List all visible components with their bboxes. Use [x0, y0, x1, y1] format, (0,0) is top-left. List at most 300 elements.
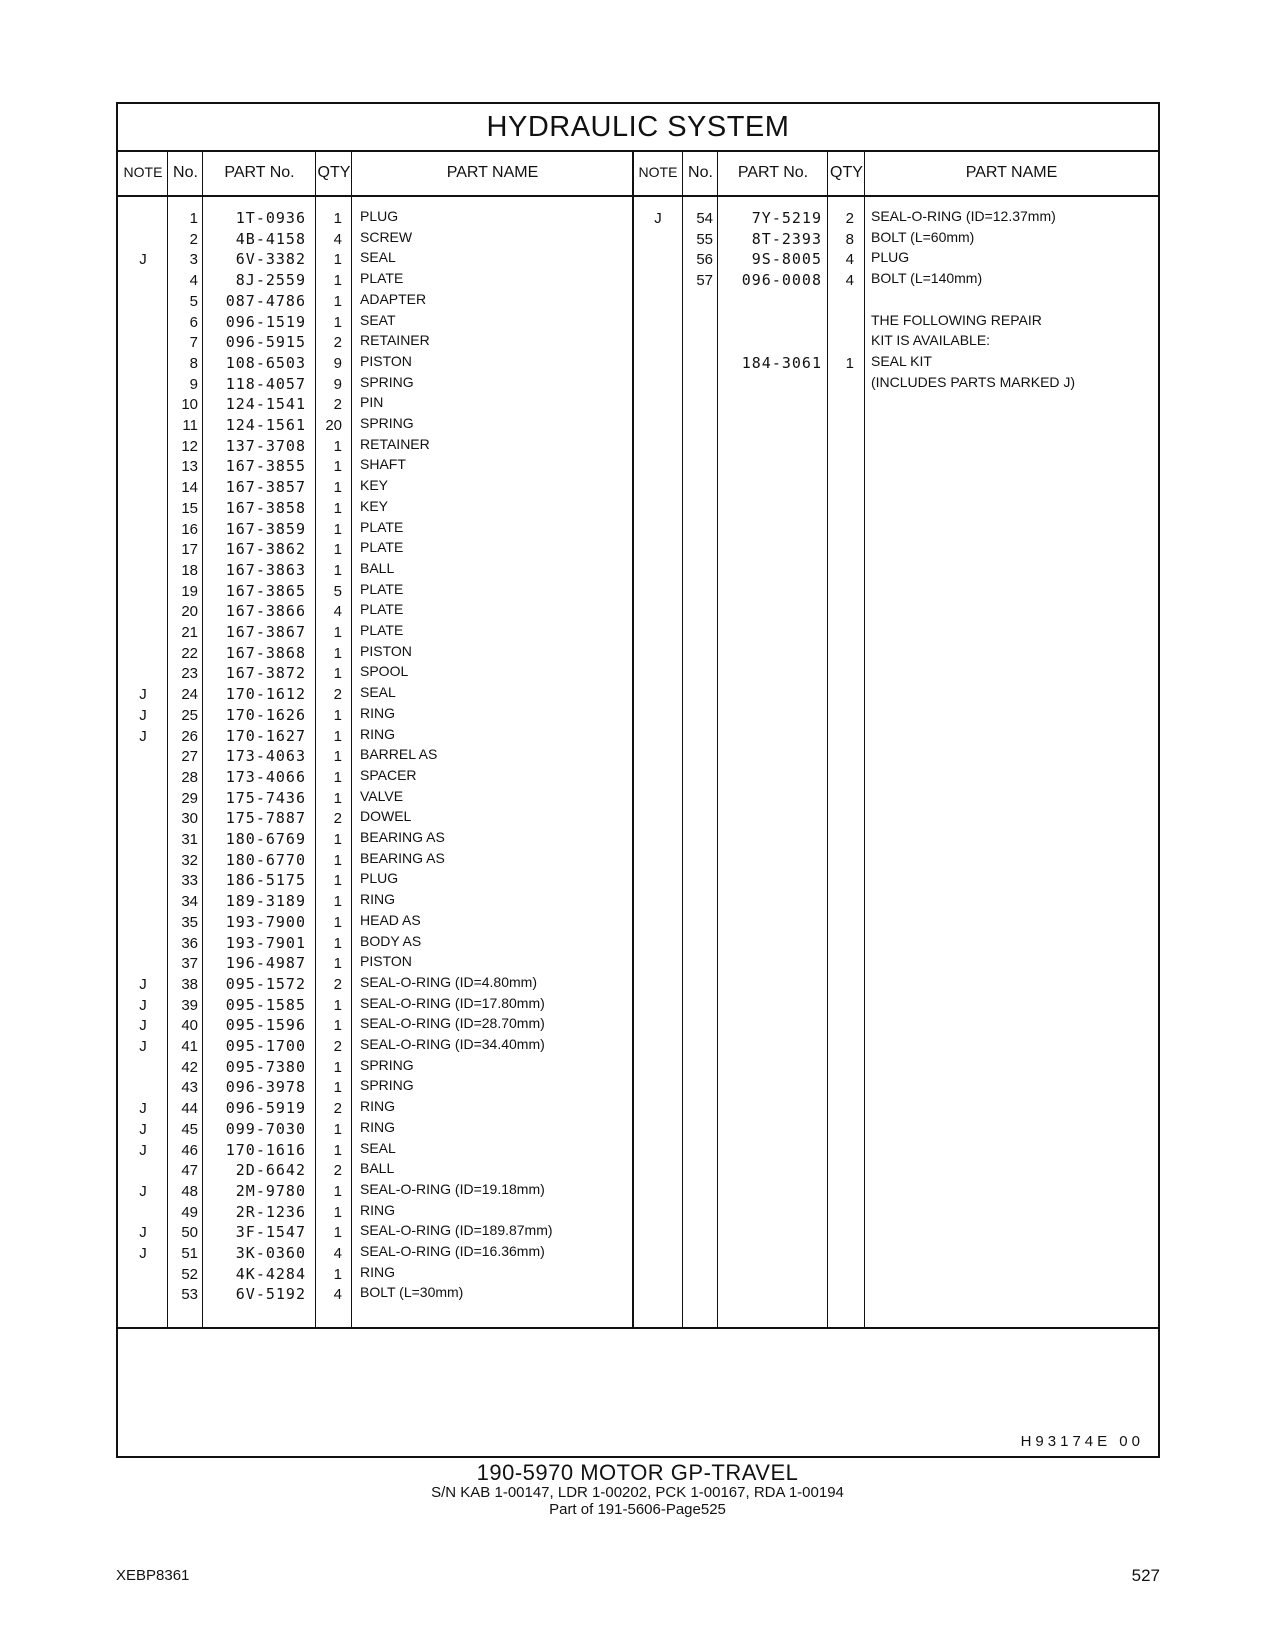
- part-name-cell: SCREW: [360, 228, 413, 245]
- part-number-cell: 095-1596: [225, 1016, 306, 1035]
- part-number-cell: 3K-0360: [235, 1244, 306, 1262]
- part-name-cell: PLUG: [360, 870, 399, 887]
- group-title: 190-5970 MOTOR GP-TRAVEL: [476, 1460, 799, 1485]
- part-name-cell: RING: [360, 1098, 395, 1115]
- part-number-cell: 167-3855: [225, 457, 306, 476]
- quantity-cell: 1: [333, 727, 342, 745]
- item-number-cell: 54: [696, 210, 713, 227]
- part-name-cell: BALL: [360, 559, 395, 576]
- item-number-cell: 16: [181, 520, 198, 538]
- part-name-cell: SPRING: [360, 373, 414, 390]
- header-note: NOTE: [123, 164, 163, 180]
- part-name-cell: SEAL-O-RING (ID=19.18mm): [360, 1180, 545, 1197]
- part-number-cell: 184-3061: [741, 353, 822, 372]
- quantity-cell: 1: [333, 499, 342, 517]
- quantity-cell: 1: [333, 1141, 342, 1159]
- table-row: [118, 788, 1158, 810]
- quantity-cell: 5: [333, 582, 342, 600]
- item-number-cell: 34: [181, 893, 198, 911]
- part-name-cell: BOLT (L=140mm): [871, 270, 983, 287]
- quantity-cell: 1: [333, 479, 342, 497]
- table-row: [118, 581, 1158, 603]
- table-row: [118, 456, 1158, 478]
- part-name-cell: SEAL-O-RING (ID=34.40mm): [360, 1036, 545, 1052]
- quantity-cell: 9: [333, 375, 342, 393]
- part-name-cell: RETAINER: [360, 435, 430, 452]
- part-name-cell: DOWEL: [360, 808, 412, 825]
- table-row: [118, 394, 1158, 416]
- part-number-cell: 096-5915: [225, 333, 306, 352]
- table-row: [118, 415, 1158, 437]
- quantity-cell: 1: [333, 561, 342, 579]
- part-number-cell: 167-3858: [225, 498, 306, 517]
- part-number-cell: 4K-4284: [235, 1264, 306, 1283]
- part-number-cell: 170-1627: [225, 726, 306, 745]
- table-row: [118, 1036, 1158, 1058]
- part-name-cell: RING: [360, 1118, 395, 1135]
- table-row: [118, 1181, 1158, 1203]
- quantity-cell: 1: [333, 748, 342, 766]
- quantity-cell: 4: [333, 1245, 342, 1262]
- part-number-cell: 167-3859: [225, 519, 306, 538]
- quantity-cell: 1: [333, 272, 342, 290]
- quantity-cell: 1: [333, 251, 342, 269]
- part-name-cell: SPRING: [360, 415, 414, 431]
- quantity-cell: 1: [333, 1120, 342, 1138]
- header-no-right: No.: [688, 164, 713, 181]
- note-cell: J: [139, 996, 147, 1014]
- table-row: [118, 477, 1158, 499]
- header-note-right: NOTE: [638, 164, 678, 180]
- table-row: [118, 374, 1158, 396]
- part-name-cell: SEAL-O-RING (ID=28.70mm): [360, 1015, 545, 1032]
- item-number-cell: 57: [696, 272, 713, 290]
- quantity-cell: 1: [333, 624, 342, 641]
- item-number-cell: 19: [181, 582, 198, 600]
- item-number-cell: 13: [181, 458, 198, 476]
- document-id: XEBP8361: [116, 1567, 190, 1584]
- table-row: [118, 663, 1158, 685]
- note-cell: J: [139, 251, 147, 269]
- quantity-cell: 1: [333, 831, 342, 848]
- table-row: [118, 767, 1158, 789]
- part-name-cell: THE FOLLOWING REPAIR: [871, 311, 1042, 328]
- header-part-name-right: PART NAME: [965, 164, 1058, 181]
- part-number-cell: 2D-6642: [235, 1161, 306, 1180]
- item-number-cell: 42: [181, 1058, 198, 1076]
- quantity-cell: 4: [333, 230, 342, 248]
- table-row: [118, 332, 1158, 354]
- part-number-cell: 173-4066: [225, 767, 306, 786]
- quantity-cell: 4: [333, 1286, 342, 1304]
- quantity-cell: 2: [333, 1162, 342, 1180]
- quantity-cell: 1: [333, 955, 342, 973]
- illustration-code: H93174E 00: [1020, 1433, 1144, 1450]
- part-number-cell: 193-7901: [225, 933, 306, 952]
- part-number-cell: 6V-3382: [235, 250, 306, 269]
- table-row: [118, 705, 1158, 727]
- part-name-cell: RING: [360, 725, 395, 742]
- part-number-cell: 167-3872: [225, 664, 306, 683]
- serial-numbers: S/N KAB 1-00147, LDR 1-00202, PCK 1-00167, RDA 1-00194: [431, 1484, 844, 1501]
- part-name-cell: SEAL: [360, 684, 396, 701]
- part-number-cell: 189-3189: [225, 892, 306, 911]
- part-number-cell: 1T-0936: [235, 209, 306, 227]
- quantity-cell: 2: [333, 810, 342, 828]
- item-number-cell: 12: [181, 437, 198, 455]
- quantity-cell: 4: [845, 272, 854, 290]
- table-row: [118, 312, 1158, 334]
- part-number-cell: 9S-8005: [751, 250, 822, 269]
- part-number-cell: 167-3862: [225, 540, 306, 559]
- quantity-cell: 9: [333, 354, 342, 372]
- table-row: [118, 498, 1158, 520]
- item-number-cell: 44: [181, 1100, 198, 1118]
- item-number-cell: 41: [181, 1038, 198, 1055]
- table-row: [118, 684, 1158, 706]
- quantity-cell: 1: [333, 768, 342, 786]
- part-name-cell: HEAD AS: [360, 911, 421, 928]
- table-row: [118, 1160, 1158, 1182]
- part-number-cell: 2R-1236: [235, 1202, 306, 1221]
- item-number-cell: 1: [189, 210, 198, 227]
- quantity-cell: 1: [333, 1079, 342, 1097]
- quantity-cell: 1: [333, 1017, 342, 1035]
- parts-table-frame: [116, 102, 1160, 1458]
- quantity-cell: 1: [333, 893, 342, 911]
- quantity-cell: 1: [333, 789, 342, 807]
- column-header-row: [118, 150, 1158, 197]
- item-number-cell: 23: [181, 665, 198, 683]
- table-row: [118, 539, 1158, 561]
- quantity-cell: 2: [333, 1100, 342, 1118]
- item-number-cell: 46: [181, 1141, 198, 1159]
- part-number-cell: 173-4063: [225, 747, 306, 766]
- part-name-cell: BODY AS: [360, 932, 422, 949]
- item-number-cell: 7: [189, 334, 198, 352]
- item-number-cell: 18: [181, 561, 198, 579]
- header-no: No.: [173, 164, 198, 181]
- table-row: [118, 1264, 1158, 1286]
- item-number-cell: 43: [181, 1079, 198, 1097]
- table-row: [118, 726, 1158, 748]
- item-number-cell: 49: [181, 1203, 198, 1221]
- item-number-cell: 38: [181, 975, 198, 993]
- note-cell: J: [139, 727, 147, 745]
- table-row: [118, 601, 1158, 623]
- part-number-cell: 124-1561: [225, 416, 306, 434]
- note-cell: J: [139, 686, 147, 704]
- part-name-cell: RING: [360, 1201, 395, 1218]
- quantity-cell: 1: [333, 437, 342, 455]
- part-name-cell: KIT IS AVAILABLE:: [871, 332, 991, 349]
- note-cell: J: [139, 1017, 147, 1035]
- part-number-cell: 096-3978: [225, 1078, 306, 1097]
- quantity-cell: 2: [845, 210, 854, 227]
- part-name-cell: PISTON: [360, 642, 412, 659]
- table-row: [118, 1243, 1158, 1265]
- quantity-cell: 1: [333, 210, 342, 227]
- item-number-cell: 5: [189, 292, 198, 310]
- item-number-cell: 9: [189, 375, 198, 393]
- quantity-cell: 1: [333, 665, 342, 683]
- item-number-cell: 11: [182, 417, 198, 434]
- quantity-cell: 1: [333, 1058, 342, 1076]
- part-name-cell: PIN: [360, 394, 384, 411]
- quantity-cell: 1: [333, 520, 342, 538]
- quantity-cell: 1: [333, 541, 342, 559]
- part-number-cell: 180-6769: [225, 830, 306, 848]
- item-number-cell: 33: [181, 872, 198, 890]
- item-number-cell: 37: [181, 955, 198, 973]
- part-name-cell: SEAL-O-RING (ID=17.80mm): [360, 994, 545, 1011]
- table-row: [118, 808, 1158, 830]
- part-number-cell: 8J-2559: [235, 271, 306, 290]
- part-number-cell: 180-6770: [225, 850, 306, 869]
- part-number-cell: 108-6503: [225, 353, 306, 372]
- part-number-cell: 087-4786: [225, 291, 306, 310]
- table-row: [118, 643, 1158, 665]
- part-name-cell: KEY: [360, 497, 389, 514]
- item-number-cell: 53: [181, 1286, 198, 1304]
- note-cell: J: [139, 1120, 147, 1138]
- table-row: [118, 995, 1158, 1017]
- part-number-cell: 170-1626: [225, 705, 306, 724]
- part-number-cell: 137-3708: [225, 436, 306, 455]
- item-number-cell: 15: [181, 499, 198, 517]
- table-title: HYDRAULIC SYSTEM: [486, 111, 790, 143]
- table-bottom-rule: [118, 1327, 1158, 1329]
- item-number-cell: 26: [181, 727, 198, 745]
- part-number-cell: 099-7030: [225, 1119, 306, 1138]
- part-name-cell: RING: [360, 1263, 395, 1280]
- part-number-cell: 4B-4158: [235, 229, 306, 248]
- part-name-cell: (INCLUDES PARTS MARKED J): [871, 373, 1076, 390]
- part-name-cell: SEAL-O-RING (ID=12.37mm): [871, 208, 1056, 224]
- item-number-cell: 51: [181, 1245, 198, 1262]
- item-number-cell: 6: [189, 313, 198, 331]
- part-name-cell: BEARING AS: [360, 849, 445, 866]
- part-name-cell: BOLT (L=30mm): [360, 1284, 464, 1301]
- part-number-cell: 096-1519: [225, 312, 306, 331]
- item-number-cell: 20: [181, 603, 198, 621]
- part-of-reference: Part of 191-5606-Page525: [549, 1501, 726, 1518]
- part-number-cell: 167-3868: [225, 643, 306, 662]
- part-name-cell: SEAL KIT: [871, 352, 932, 369]
- quantity-cell: 1: [333, 458, 342, 476]
- part-number-cell: 118-4057: [225, 374, 306, 393]
- table-row: [118, 1057, 1158, 1079]
- note-cell: J: [139, 1038, 147, 1055]
- note-cell: J: [139, 1245, 147, 1262]
- table-row: [118, 270, 1158, 292]
- quantity-cell: 2: [333, 334, 342, 352]
- note-cell: J: [139, 1141, 147, 1159]
- part-name-cell: SPRING: [360, 1056, 414, 1073]
- note-cell: J: [139, 1224, 147, 1242]
- quantity-cell: 2: [333, 686, 342, 704]
- table-row: [118, 560, 1158, 582]
- quantity-cell: 1: [333, 1203, 342, 1221]
- part-name-cell: SEAT: [360, 311, 396, 328]
- table-row: [118, 436, 1158, 458]
- item-number-cell: 50: [181, 1224, 198, 1242]
- part-number-cell: 2M-9780: [235, 1181, 306, 1200]
- part-name-cell: BEARING AS: [360, 829, 445, 845]
- quantity-cell: 1: [845, 354, 854, 372]
- header-part-no: PART No.: [224, 164, 295, 181]
- table-row: [118, 519, 1158, 541]
- header-qty: QTY: [317, 164, 351, 181]
- part-number-cell: 170-1612: [225, 685, 306, 704]
- quantity-cell: 1: [333, 313, 342, 331]
- note-cell: J: [139, 1182, 147, 1200]
- part-number-cell: 196-4987: [225, 954, 306, 973]
- part-name-cell: SEAL-O-RING (ID=4.80mm): [360, 973, 537, 990]
- table-row: [118, 746, 1158, 768]
- table-row: [118, 933, 1158, 955]
- quantity-cell: 2: [333, 396, 342, 414]
- part-name-cell: PLATE: [360, 622, 404, 638]
- table-row: [118, 891, 1158, 913]
- quantity-cell: 1: [333, 934, 342, 952]
- part-number-cell: 6V-5192: [235, 1285, 306, 1304]
- item-number-cell: 29: [181, 789, 198, 807]
- part-name-cell: PISTON: [360, 953, 412, 970]
- part-name-cell: BARREL AS: [360, 746, 438, 763]
- part-number-cell: 8T-2393: [751, 229, 822, 248]
- part-name-cell: RING: [360, 704, 395, 721]
- page-number: 527: [1131, 1566, 1160, 1585]
- item-number-cell: 48: [181, 1182, 198, 1200]
- item-number-cell: 25: [181, 706, 198, 724]
- part-name-cell: SPOOL: [360, 663, 409, 680]
- quantity-cell: 1: [333, 913, 342, 931]
- table-row: [118, 249, 1158, 271]
- note-cell: J: [139, 975, 147, 993]
- quantity-cell: 1: [333, 996, 342, 1014]
- part-number-cell: 095-1700: [225, 1037, 306, 1055]
- note-cell: J: [654, 210, 662, 227]
- part-name-cell: PLATE: [360, 601, 404, 618]
- table-row: [118, 850, 1158, 872]
- part-number-cell: 175-7436: [225, 788, 306, 807]
- part-number-cell: 175-7887: [225, 809, 306, 828]
- part-name-cell: RETAINER: [360, 332, 430, 349]
- item-number-cell: 22: [181, 644, 198, 662]
- part-number-cell: 095-1572: [225, 974, 306, 993]
- table-row: [118, 1284, 1158, 1306]
- table-title-row: [118, 104, 1158, 152]
- part-name-cell: SEAL-O-RING (ID=189.87mm): [360, 1222, 553, 1239]
- item-number-cell: 40: [181, 1017, 198, 1035]
- item-number-cell: 39: [181, 996, 198, 1014]
- table-row: [118, 229, 1158, 251]
- table-row: [118, 912, 1158, 934]
- item-number-cell: 14: [181, 479, 198, 497]
- part-number-cell: 186-5175: [225, 871, 306, 890]
- header-part-no-right: PART No.: [737, 164, 809, 181]
- quantity-cell: 4: [845, 251, 854, 269]
- quantity-cell: 2: [333, 975, 342, 993]
- part-name-cell: SEAL-O-RING (ID=16.36mm): [360, 1243, 545, 1259]
- table-row: [118, 829, 1158, 851]
- item-number-cell: 21: [181, 624, 198, 641]
- part-name-cell: ADAPTER: [360, 290, 427, 307]
- item-number-cell: 17: [181, 541, 198, 559]
- table-row: [118, 1015, 1158, 1037]
- part-name-cell: KEY: [360, 477, 389, 494]
- item-number-cell: 32: [181, 851, 198, 869]
- table-row: [118, 1140, 1158, 1162]
- part-name-cell: SEAL: [360, 1139, 396, 1156]
- part-number-cell: 095-7380: [225, 1057, 306, 1076]
- part-name-cell: SHAFT: [360, 456, 406, 473]
- part-name-cell: PISTON: [360, 352, 412, 369]
- quantity-cell: 4: [333, 603, 342, 621]
- item-number-cell: 55: [696, 230, 713, 248]
- part-name-cell: SPRING: [360, 1077, 414, 1094]
- item-number-cell: 30: [181, 810, 198, 828]
- quantity-cell: 1: [333, 1182, 342, 1200]
- quantity-cell: 1: [333, 292, 342, 310]
- quantity-cell: 1: [333, 851, 342, 869]
- table-row: [118, 870, 1158, 892]
- item-number-cell: 8: [189, 354, 198, 372]
- quantity-cell: 1: [333, 1265, 342, 1283]
- quantity-cell: 1: [333, 1224, 342, 1242]
- table-row: [118, 974, 1158, 996]
- item-number-cell: 2: [189, 230, 198, 248]
- quantity-cell: 20: [325, 417, 342, 434]
- quantity-cell: 1: [333, 644, 342, 662]
- item-number-cell: 31: [181, 831, 198, 848]
- part-number-cell: 096-0008: [741, 271, 822, 290]
- quantity-cell: 2: [333, 1038, 342, 1055]
- part-name-cell: PLATE: [360, 539, 404, 556]
- item-number-cell: 45: [181, 1120, 198, 1138]
- part-number-cell: 7Y-5219: [751, 209, 822, 227]
- item-number-cell: 56: [696, 251, 713, 269]
- part-number-cell: 167-3857: [225, 478, 306, 497]
- table-row: [118, 953, 1158, 975]
- table-row: [118, 1077, 1158, 1099]
- quantity-cell: 8: [845, 230, 854, 248]
- part-number-cell: 167-3866: [225, 602, 306, 621]
- part-number-cell: 193-7900: [225, 912, 306, 931]
- part-name-cell: VALVE: [360, 787, 404, 804]
- table-row: [118, 622, 1158, 644]
- item-number-cell: 10: [181, 396, 198, 414]
- table-row: [118, 1098, 1158, 1120]
- part-number-cell: 096-5919: [225, 1099, 306, 1118]
- part-name-cell: BALL: [360, 1160, 395, 1177]
- item-number-cell: 4: [189, 272, 198, 290]
- item-number-cell: 28: [181, 768, 198, 786]
- item-number-cell: 52: [181, 1265, 198, 1283]
- part-name-cell: RING: [360, 891, 395, 908]
- table-row: [118, 1119, 1158, 1141]
- item-number-cell: 47: [181, 1162, 198, 1180]
- part-number-cell: 124-1541: [225, 395, 306, 414]
- table-row: [118, 1202, 1158, 1224]
- note-cell: J: [139, 706, 147, 724]
- item-number-cell: 3: [189, 251, 198, 269]
- part-number-cell: 3F-1547: [235, 1223, 306, 1242]
- table-row: [118, 1222, 1158, 1244]
- part-name-cell: PLUG: [360, 208, 399, 224]
- table-row: [118, 208, 1158, 230]
